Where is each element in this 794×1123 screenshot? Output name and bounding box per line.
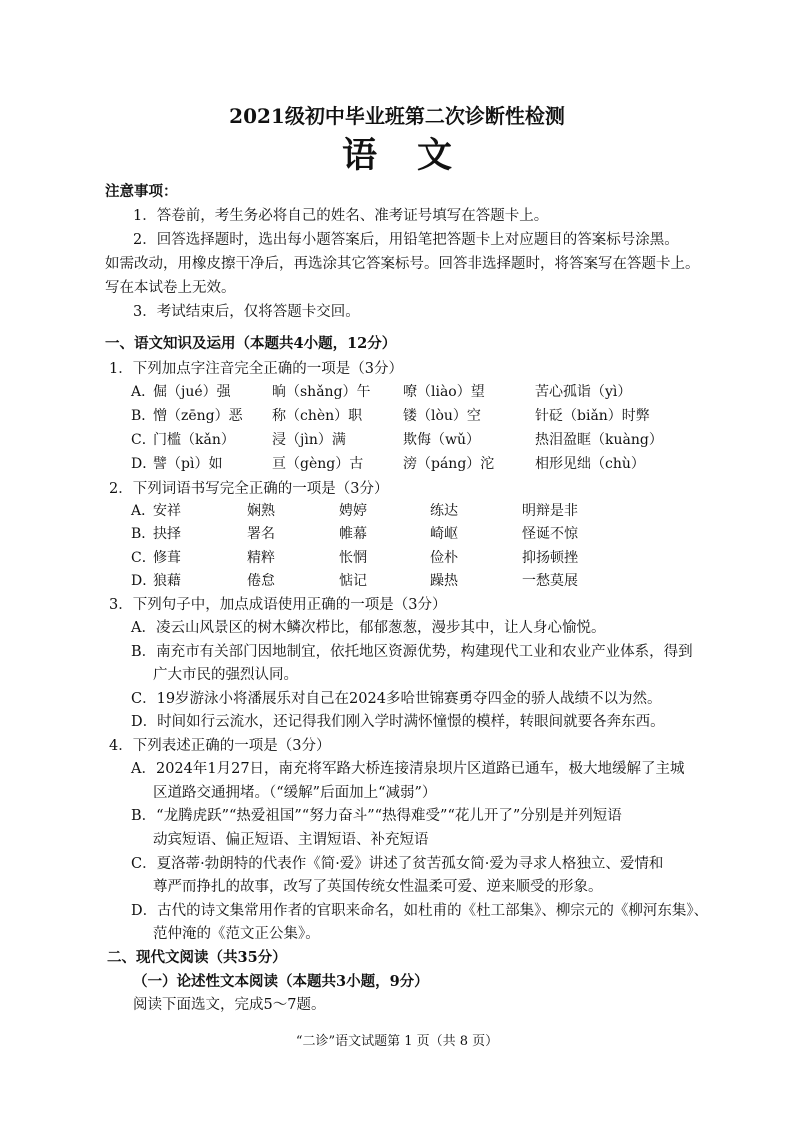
question-1-option-item: 倔（jué）强 bbox=[153, 384, 231, 400]
question-3-option-c: C．19岁游泳小将潘展乐对自己在2024多哈世锦赛勇夺四金的骄人战绩不以为然。 bbox=[131, 691, 662, 707]
subsection-title: （一）论述性文本阅读（本题共3小题，9分） bbox=[133, 973, 429, 990]
question-1-stem: 1．下列加点字注音完全正确的一项是（3分） bbox=[109, 361, 403, 377]
question-2-option-item: 一愁莫展 bbox=[522, 573, 578, 589]
question-2-option-item: 怅惘 bbox=[339, 550, 367, 566]
question-2-option-item: 躁热 bbox=[430, 573, 458, 589]
question-2-option-label: A． bbox=[131, 503, 156, 519]
question-1-option-item: 憎（zēng）恶 bbox=[153, 408, 243, 424]
question-2-option-item: 安祥 bbox=[153, 503, 181, 519]
question-2-option-item: 帷幕 bbox=[339, 526, 367, 542]
question-2-option-item: 抉择 bbox=[153, 526, 181, 542]
note-3: 3．考试结束后，仅将答题卡交回。 bbox=[133, 304, 360, 320]
question-4-option-a-line-2: 区道路交通拥堵。（“缓解”后面加上“减弱”） bbox=[153, 785, 437, 801]
section-2-heading: 二、现代文阅读（共35分） bbox=[107, 949, 287, 966]
question-2-option-item: 练达 bbox=[430, 503, 458, 519]
question-2-option-item: 崎岖 bbox=[430, 526, 458, 542]
section-1-heading: 一、语文知识及运用（本题共4小题，12分） bbox=[105, 335, 397, 352]
question-4-option-b-line-2: 动宾短语、偏正短语、主谓短语、补充短语 bbox=[153, 832, 429, 848]
question-3-option-b-line-2: 广大市民的强烈认同。 bbox=[153, 667, 298, 683]
question-1-option-item: 针砭（biǎn）时弊 bbox=[535, 408, 650, 424]
question-3-option-b-line-1: B．南充市有关部门因地制宜，依托地区资源优势，构建现代工业和农业产业体系，得到 bbox=[131, 644, 693, 660]
question-1-option-item: 称（chèn）职 bbox=[272, 408, 363, 424]
section-2-subheading bbox=[133, 970, 429, 991]
question-4-option-c-line-1: C．夏洛蒂·勃朗特的代表作《简·爱》讲述了贫苦孤女简·爱为寻求人格独立、爱情和 bbox=[131, 856, 664, 872]
page-footer: “二诊”语文试题第 1 页（共 8 页） bbox=[295, 1034, 499, 1049]
question-1-option-item: 嘹（liào）望 bbox=[403, 384, 485, 400]
question-3-option-d: D．时间如行云流水，还记得我们刚入学时满怀憧憬的模样，转眼间就要各奔东西。 bbox=[131, 714, 665, 730]
question-1-option-label: C． bbox=[131, 432, 156, 448]
note-2-line-2: 如需改动，用橡皮擦干净后，再选涂其它答案标号。回答非选择题时，将答案写在答题卡上。 bbox=[105, 256, 700, 272]
question-2-option-item: 精粹 bbox=[247, 550, 275, 566]
question-3-option-a: A．凌云山风景区的树木鳞次栉比，郁郁葱葱，漫步其中，让人身心愉悦。 bbox=[131, 620, 606, 636]
exam-title: 2021级初中毕业班第二次诊断性检测 bbox=[229, 104, 565, 128]
subject-title: 语文 bbox=[341, 135, 492, 176]
question-2-option-item: 狼藉 bbox=[153, 573, 181, 589]
question-1-option-label: D． bbox=[131, 456, 157, 472]
question-1-option-item: 晌（shǎng）午 bbox=[272, 384, 371, 400]
question-2-option-item: 抑扬顿挫 bbox=[522, 550, 578, 566]
question-2-option-item: 惦记 bbox=[339, 573, 367, 589]
question-1-option-item: 相形见绌（chù） bbox=[535, 456, 645, 472]
question-1-option-label: B． bbox=[131, 408, 156, 424]
question-1-option-item: 苦心孤诣（yì） bbox=[535, 384, 632, 400]
question-2-option-item: 怪诞不惊 bbox=[522, 526, 578, 542]
question-2-option-item: 修葺 bbox=[153, 550, 181, 566]
question-2-option-label: D． bbox=[131, 573, 157, 589]
question-4-option-d-line-2: 范仲淹的《范文正公集》。 bbox=[153, 926, 320, 942]
question-1-option-item: 门槛（kǎn） bbox=[153, 432, 235, 448]
question-2-option-item: 娉婷 bbox=[339, 503, 367, 519]
question-4-option-c-line-2: 尊严而挣扎的故事，改写了英国传统女性温柔可爱、逆来顺受的形象。 bbox=[153, 879, 603, 895]
question-1-option-item: 亘（gèng）古 bbox=[272, 456, 364, 472]
question-2-stem: 2．下列词语书写完全正确的一项是（3分） bbox=[109, 481, 389, 497]
question-2-option-item: 明辩是非 bbox=[522, 503, 578, 519]
question-3-stem: 3．下列句子中，加点成语使用正确的一项是（3分） bbox=[109, 597, 447, 613]
question-4-option-b-line-1: B．“龙腾虎跃”“热爱祖国”“努力奋斗”“热得难受”“花儿开了”分别是并列短语 bbox=[131, 808, 622, 824]
question-2-option-item: 倦怠 bbox=[247, 573, 275, 589]
question-4-option-d-line-1: D．古代的诗文集常用作者的官职来命名，如杜甫的《杜工部集》、柳宗元的《柳河东集》、 bbox=[131, 903, 709, 919]
question-2-option-item: 娴熟 bbox=[247, 503, 275, 519]
note-2-line-1: 2．回答选择题时，选出每小题答案后，用铅笔把答题卡上对应题目的答案标号涂黑。 bbox=[133, 232, 679, 248]
question-4-option-a-line-1: A．2024年1月27日，南充将军路大桥连接清泉坝片区道路已通车，极大地缓解了主城 bbox=[131, 761, 685, 777]
note-2-line-3: 写在本试卷上无效。 bbox=[105, 280, 236, 296]
question-1-option-label: A． bbox=[131, 384, 156, 400]
question-2-option-item: 俭朴 bbox=[430, 550, 458, 566]
question-1-option-item: 滂（páng）沱 bbox=[403, 456, 495, 472]
notes-heading: 注意事项： bbox=[105, 183, 178, 200]
question-4-stem: 4．下列表述正确的一项是（3分） bbox=[109, 738, 331, 754]
question-1-option-item: 欺侮（wǔ） bbox=[403, 432, 480, 448]
question-2-option-label: B． bbox=[131, 526, 156, 542]
question-2-option-item: 署名 bbox=[247, 526, 275, 542]
reading-instruction: 阅读下面选文，完成5～7题。 bbox=[133, 997, 326, 1013]
question-2-option-label: C． bbox=[131, 550, 156, 566]
question-1-option-item: 譬（pì）如 bbox=[153, 456, 223, 472]
question-1-option-item: 镂（lòu）空 bbox=[403, 408, 481, 424]
question-1-option-item: 热泪盈眶（kuàng） bbox=[535, 432, 663, 448]
note-1: 1．答卷前，考生务必将自己的姓名、准考证号填写在答题卡上。 bbox=[133, 208, 549, 224]
question-1-option-item: 浸（jìn）满 bbox=[272, 432, 346, 448]
